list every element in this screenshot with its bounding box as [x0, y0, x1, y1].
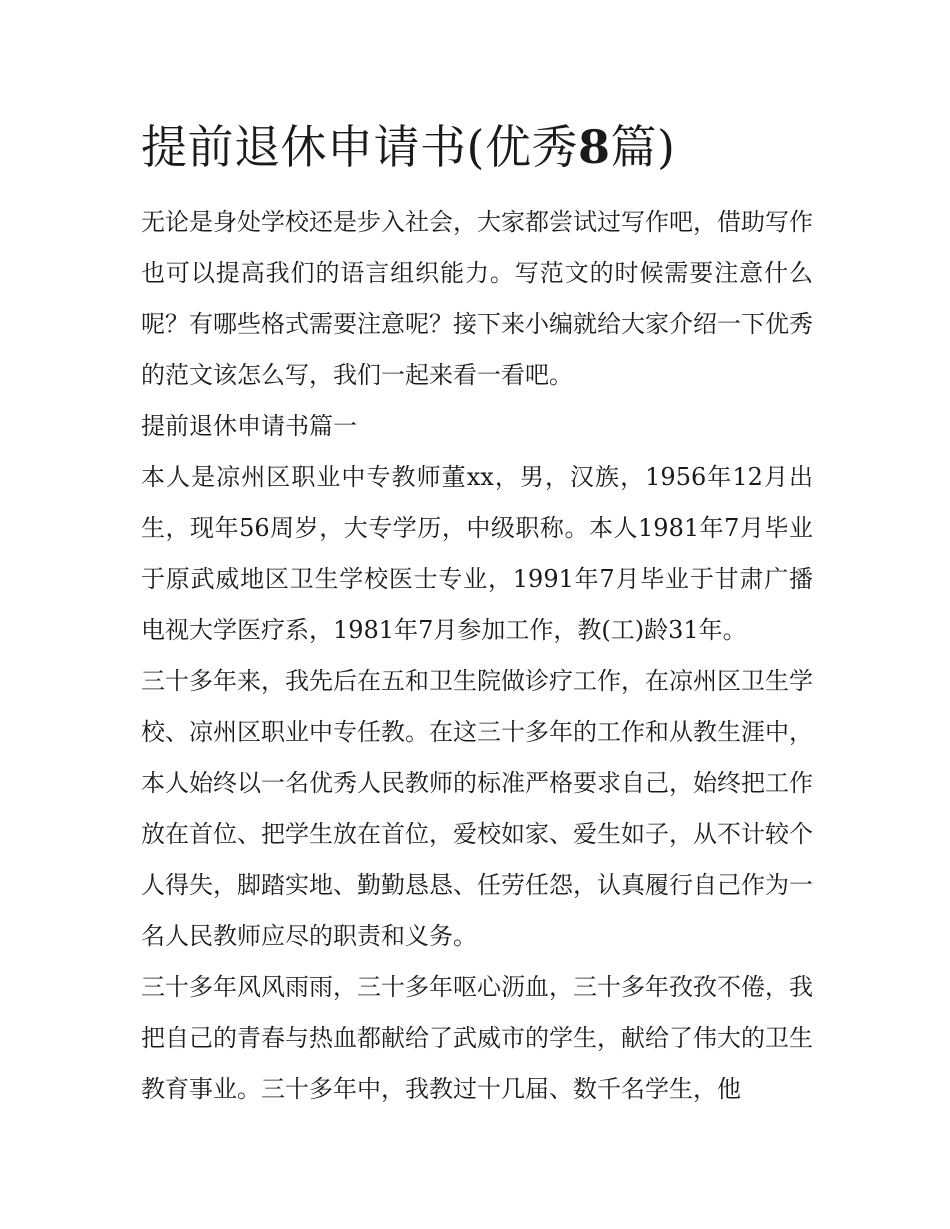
- title-number: 8: [577, 120, 611, 174]
- document-body: [141, 197, 813, 1115]
- body-paragraph-2: 三十多年来，我先后在五和卫生院做诊疗工作，在凉州区卫生学校、凉州区职业中专任教。在这三十多年的工作和从教生涯中，本人始终以一名优秀人民教师的标准严格要求自己，始终把工作放在首位、把学生放在首位，爱校如家、爱生如子，从不计较个人得失，脚踏实地、勤勤恳恳、任劳任怨，认真履行自己作为一名人民教师应尽的职责和义务。: [141, 667, 813, 950]
- section-heading: 提前退休申请书篇一: [141, 412, 357, 440]
- intro-paragraph: 无论是身处学校还是步入社会，大家都尝试过写作吧，借助写作也可以提高我们的语言组织能力。写范文的时候需要注意什么呢？有哪些格式需要注意呢？接下来小编就给大家介绍一下优秀的范文该怎么写，我们一起来看一看吧。: [141, 208, 813, 389]
- document-page: [141, 112, 813, 1115]
- document-title: [141, 112, 813, 182]
- body-paragraph-3: 三十多年风风雨雨，三十多年呕心沥血，三十多年孜孜不倦，我把自己的青春与热血都献给了武威市的学生，献给了伟大的卫生教育事业。三十多年中，我教过十几届、数千名学生，他: [141, 973, 813, 1103]
- title-suffix: 篇): [610, 120, 676, 174]
- body-paragraph-1: 本人是凉州区职业中专教师董xx，男，汉族，1956年12月出生，现年56周岁，大专学历，中级职称。本人1981年7月毕业于原武威地区卫生学校医士专业，1991年7月毕业于甘肃广播电视大学医疗系，1981年7月参加工作，教(工)龄31年。: [141, 463, 813, 644]
- title-prefix: 提前退休申请书(优秀: [141, 120, 578, 174]
